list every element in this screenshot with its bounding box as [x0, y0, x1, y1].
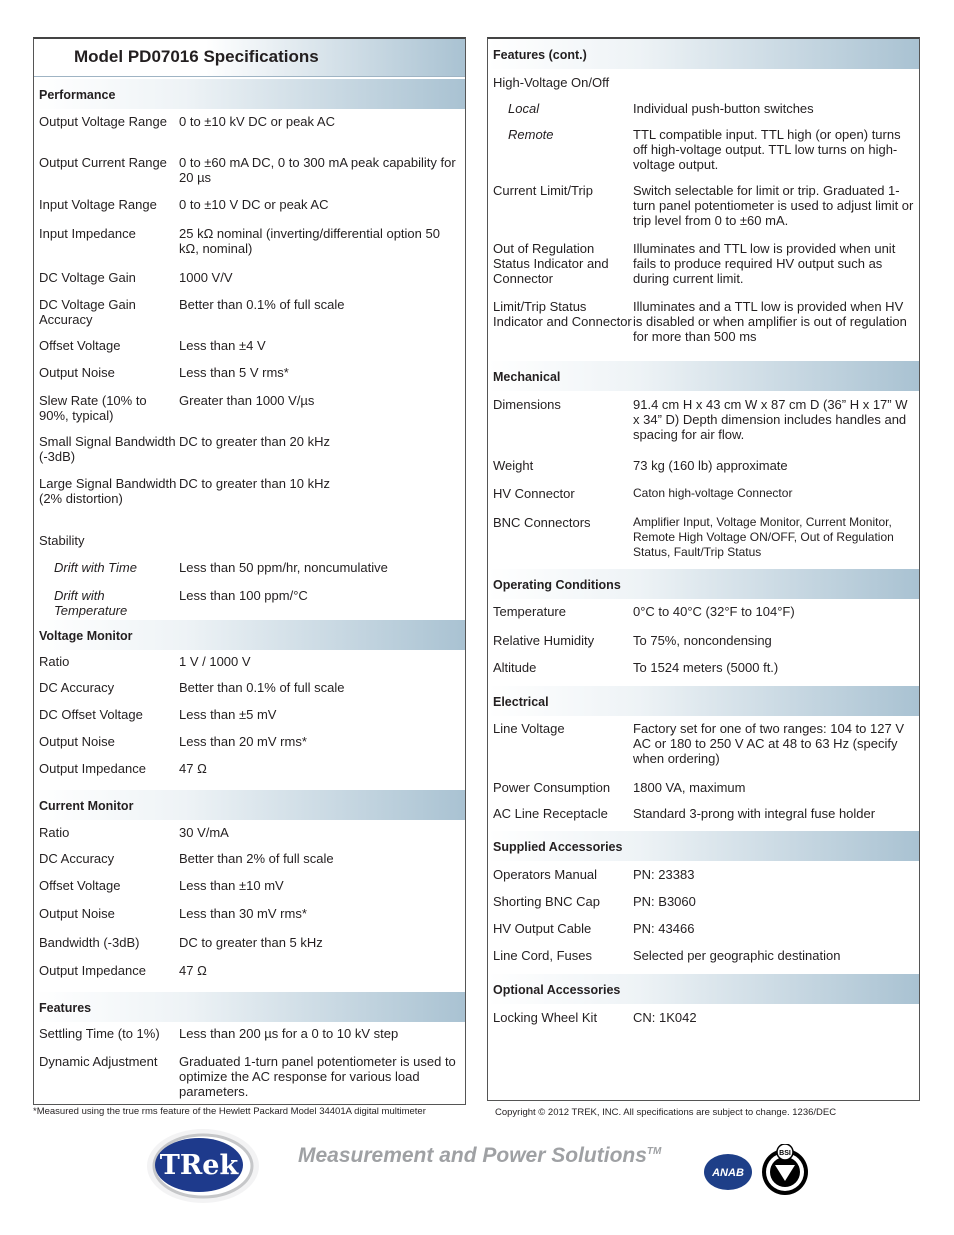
spec-row: Output Voltage Range 0 to ±10 kV DC or peak AC	[39, 114, 335, 129]
spec-row: Operators Manual PN: 23383	[493, 867, 695, 882]
spec-row: Ratio 30 V/mA	[39, 825, 229, 840]
spec-row: Output Current Range 0 to ±60 mA DC, 0 to 300 mA peak capability for 20 µs	[39, 155, 456, 185]
certification-logos	[703, 1144, 817, 1196]
copyright: Copyright © 2012 TREK, INC. All specifications are subject to change. 1236/DEC	[495, 1107, 837, 1118]
spec-row: Output Impedance 47 Ω	[39, 761, 207, 776]
section-header-current-monitor: Current Monitor	[34, 790, 465, 820]
spec-row: Temperature 0°C to 40°C (32°F to 104°F)	[493, 604, 795, 619]
spec-row: Remote TTL compatible input. TTL high (or open) turns off high-voltage output. TTL low turns on high-voltage output.	[508, 127, 901, 172]
section-header-features-cont: Features (cont.)	[488, 39, 919, 69]
spec-row: Output Noise Less than 20 mV rms*	[39, 734, 307, 749]
spec-row: Stability	[39, 533, 85, 548]
section-header-mechanical: Mechanical	[488, 361, 919, 391]
section-header-features: Features	[34, 992, 465, 1022]
spec-row: DC Accuracy Better than 2% of full scale	[39, 851, 334, 866]
spec-row: Limit/Trip Status Indicator and Connector Illuminates and a TTL low is provided when HV is disabled or when amplifier is out of regulation for more than 500 ms	[493, 299, 907, 344]
spec-row: Shorting BNC Cap PN: B3060	[493, 894, 696, 909]
spec-row: DC Voltage Gain Accuracy Better than 0.1% of full scale	[39, 297, 345, 327]
spec-row: Bandwidth (-3dB) DC to greater than 5 kHz	[39, 935, 323, 950]
anab-text: ANAB	[712, 1167, 744, 1179]
tagline: Measurement and Power Solutions™	[298, 1144, 662, 1167]
spec-row: Large Signal Bandwidth (2% distortion) DC to greater than 10 kHz	[39, 476, 331, 506]
spec-row: Drift with Temperature Less than 100 ppm/°C	[54, 588, 308, 618]
spec-row: Local Individual push-button switches	[508, 101, 814, 116]
section-header-supplied-accessories: Supplied Accessories	[488, 831, 919, 861]
spec-row: Slew Rate (10% to 90%, typical) Greater than 1000 V/µs	[39, 393, 315, 423]
section-header-electrical: Electrical	[488, 686, 919, 716]
spec-row: Locking Wheel Kit CN: 1K042	[493, 1010, 697, 1025]
spec-row: HV Connector Caton high-voltage Connector	[493, 486, 793, 501]
spec-row: Output Impedance 47 Ω	[39, 963, 207, 978]
spec-row: DC Accuracy Better than 0.1% of full scale	[39, 680, 345, 695]
spec-row: Ratio 1 V / 1000 V	[39, 654, 251, 669]
spec-row: Line Voltage Factory set for one of two ranges: 104 to 127 V AC or 180 to 250 V AC at 48 to 63 Hz (specify when ordering)	[493, 721, 904, 766]
bsi-text: BSI	[779, 1150, 791, 1157]
spec-row: DC Voltage Gain 1000 V/V	[39, 270, 233, 285]
section-header-voltage-monitor: Voltage Monitor	[34, 620, 465, 650]
section-header-optional-accessories: Optional Accessories	[488, 974, 919, 1004]
logo-text: TRek	[159, 1150, 239, 1181]
spec-row: Input Impedance 25 kΩ nominal (inverting/differential option 50 kΩ, nominal)	[39, 226, 440, 256]
spec-row: Altitude To 1524 meters (5000 ft.)	[493, 660, 779, 675]
spec-row: Small Signal Bandwidth (-3dB) DC to greater than 20 kHz	[39, 434, 331, 464]
footnote: *Measured using the true rms feature of the Hewlett Packard Model 34401A digital multimeter	[33, 1106, 426, 1117]
spec-row: Out of Regulation Status Indicator and Connector Illuminates and TTL low is provided when unit fails to produce required HV output such as during current limit.	[493, 241, 896, 286]
section-header-operating-conditions: Operating Conditions	[488, 569, 919, 599]
spec-row: Offset Voltage Less than ±4 V	[39, 338, 266, 353]
spec-row: AC Line Receptacle Standard 3-prong with integral fuse holder	[493, 806, 876, 821]
spec-row: Settling Time (to 1%) Less than 200 µs for a 0 to 10 kV step	[39, 1026, 399, 1041]
spec-row: Weight 73 kg (160 lb) approximate	[493, 458, 788, 473]
spec-row: BNC Connectors Amplifier Input, Voltage Monitor, Current Monitor, Remote High Voltage ON/OFF, Out of Regulation Status, Fault/Trip Status	[493, 515, 894, 559]
spec-row: HV Output Cable PN: 43466	[493, 921, 695, 936]
spec-row: Dimensions 91.4 cm H x 43 cm W x 87 cm D (36” H x 17” W x 34” D) Depth dimension includes handles and spacing for air flow.	[493, 397, 908, 442]
trek-logo	[146, 1127, 268, 1205]
spec-row: DC Offset Voltage Less than ±5 mV	[39, 707, 277, 722]
spec-row: High-Voltage On/Off	[493, 75, 610, 90]
spec-row: Line Cord, Fuses Selected per geographic destination	[493, 948, 841, 963]
spec-row: Output Noise Less than 5 V rms*	[39, 365, 289, 380]
spec-row: Input Voltage Range 0 to ±10 V DC or peak AC	[39, 197, 329, 212]
spec-row: Offset Voltage Less than ±10 mV	[39, 878, 284, 893]
spec-row: Current Limit/Trip Switch selectable for limit or trip. Graduated 1-turn panel potentiometer is used to adjust limit or trip level from 0 to ±60 mA.	[493, 183, 914, 228]
spec-row: Drift with Time Less than 50 ppm/hr, noncumulative	[54, 560, 388, 575]
spec-row: Power Consumption 1800 VA, maximum	[493, 780, 746, 795]
left-spec-column	[33, 37, 466, 1105]
spec-row: Output Noise Less than 30 mV rms*	[39, 906, 307, 921]
right-spec-column	[487, 37, 920, 1101]
spec-row: Relative Humidity To 75%, noncondensing	[493, 633, 772, 648]
spec-row: Dynamic Adjustment Graduated 1-turn panel potentiometer is used to optimize the AC response for various load parameters.	[39, 1054, 456, 1099]
page-title: Model PD07016 Specifications	[34, 39, 465, 77]
section-header-performance: Performance	[34, 79, 465, 109]
